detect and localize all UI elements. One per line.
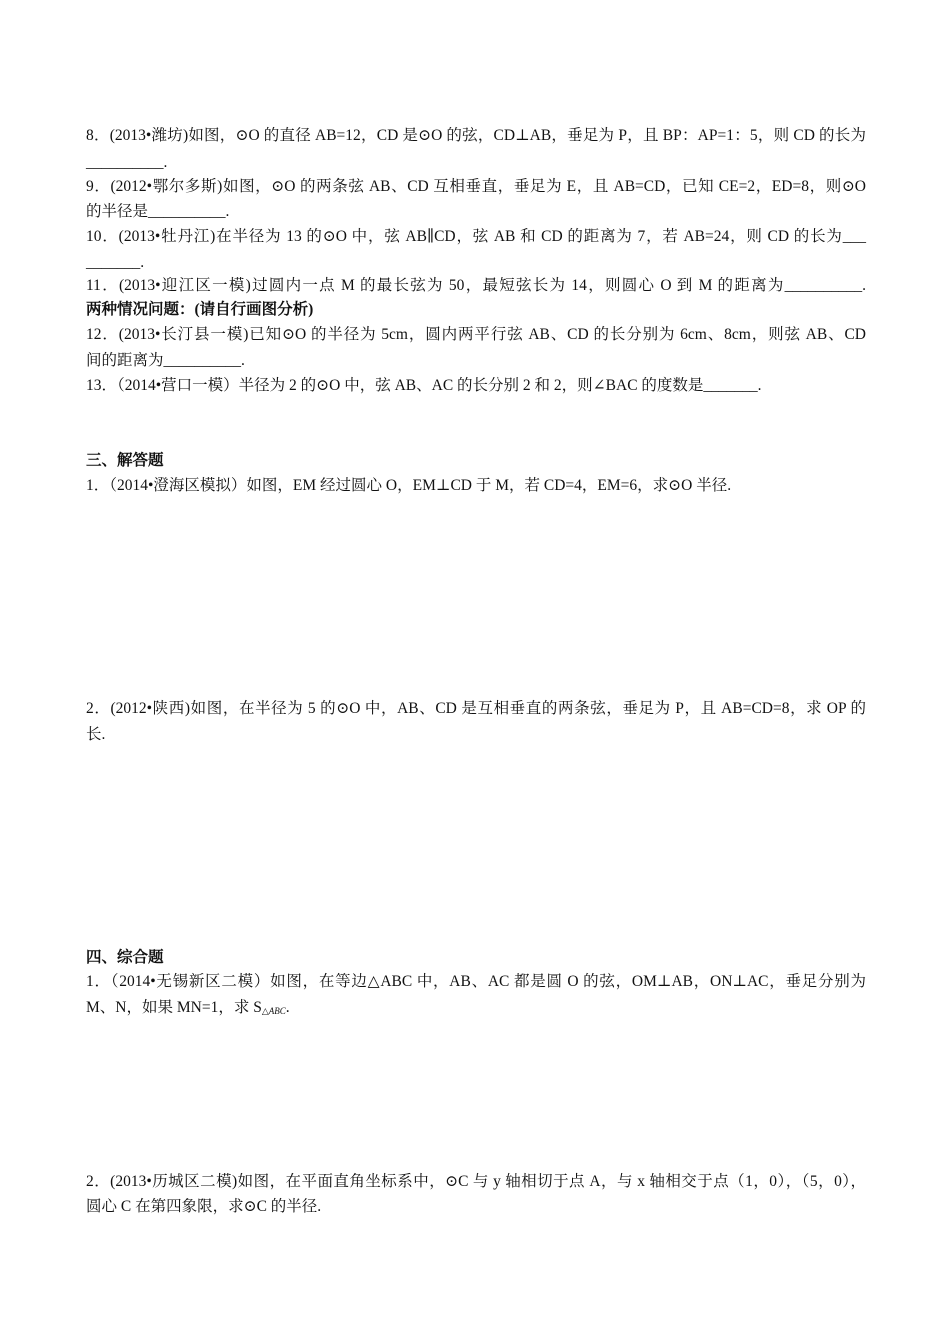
q8-line1: 8．(2013•潍坊)如图，⊙O 的直径 AB=12，CD 是⊙O 的弦，CD⊥AB，垂足为 P，且 BP：AP=1：5，则 CD 的长为 bbox=[86, 127, 866, 144]
two-cases-heading: 两种情况问题：(请自行画图分析) bbox=[86, 301, 314, 318]
s4-q1-line2-main: M、N，如果 MN=1，求 S bbox=[86, 999, 262, 1016]
section3-heading: 三、解答题 bbox=[86, 452, 164, 469]
q10-line2: _______. bbox=[86, 254, 145, 271]
q9-line1: 9．(2012•鄂尔多斯)如图，⊙O 的两条弦 AB、CD 互相垂直，垂足为 E，且 AB=CD，已知 CE=2，ED=8，则⊙O bbox=[86, 178, 866, 195]
q11-line1: 11．(2013•迎江区一模)过圆内一点 M 的最长弦为 50，最短弦长为 14，则圆心 O 到 M 的距离为__________. bbox=[86, 277, 866, 294]
q12-line2: 间的距离为__________. bbox=[86, 352, 245, 369]
s4-q1-line1: 1．（2014•无锡新区二模）如图，在等边△ABC 中，AB、AC 都是圆 O 的弦，OM⊥AB，ON⊥AC，垂足分别为 bbox=[86, 973, 866, 990]
s4-q2-line2: 圆心 C 在第四象限，求⊙C 的半径. bbox=[86, 1198, 322, 1215]
q12-line1: 12．(2013•长汀县一模)已知⊙O 的半径为 5cm，圆内两平行弦 AB、CD 的长分别为 6cm、8cm，则弦 AB、CD bbox=[86, 326, 866, 343]
s4-q1-line2-end: . bbox=[285, 999, 290, 1016]
s4-q1-line2 bbox=[86, 997, 866, 1022]
s4-q1-line2-subscript: △ABC bbox=[261, 1006, 286, 1016]
s3-q2-line2: 长. bbox=[86, 726, 106, 743]
section4-heading: 四、综合题 bbox=[86, 949, 164, 966]
s3-q1-line1: 1．（2014•澄海区模拟）如图，EM 经过圆心 O，EM⊥CD 于 M，若 CD=4，EM=6，求⊙O 半径. bbox=[86, 477, 732, 494]
s4-q2-line1: 2．(2013•历城区二模)如图，在平面直角坐标系中，⊙C 与 y 轴相切于点 A，与 x 轴相交于点（1，0），（5，0）， bbox=[86, 1173, 866, 1190]
q8-line2: __________. bbox=[86, 154, 168, 171]
s3-q2-line1: 2．(2012•陕西)如图，在半径为 5 的⊙O 中，AB、CD 是互相垂直的两条弦，垂足为 P，且 AB=CD=8，求 OP 的 bbox=[86, 700, 866, 717]
q9-line2: 的半径是__________. bbox=[86, 203, 230, 220]
q13-line1: 13．（2014•营口一模）半径为 2 的⊙O 中，弦 AB、AC 的长分别 2 和 2，则∠BAC 的度数是_______. bbox=[86, 377, 762, 394]
q10-line1: 10．(2013•牡丹江)在半径为 13 的⊙O 中，弦 AB∥CD，弦 AB 和 CD 的距离为 7，若 AB=24，则 CD 的长为___ bbox=[86, 228, 866, 245]
